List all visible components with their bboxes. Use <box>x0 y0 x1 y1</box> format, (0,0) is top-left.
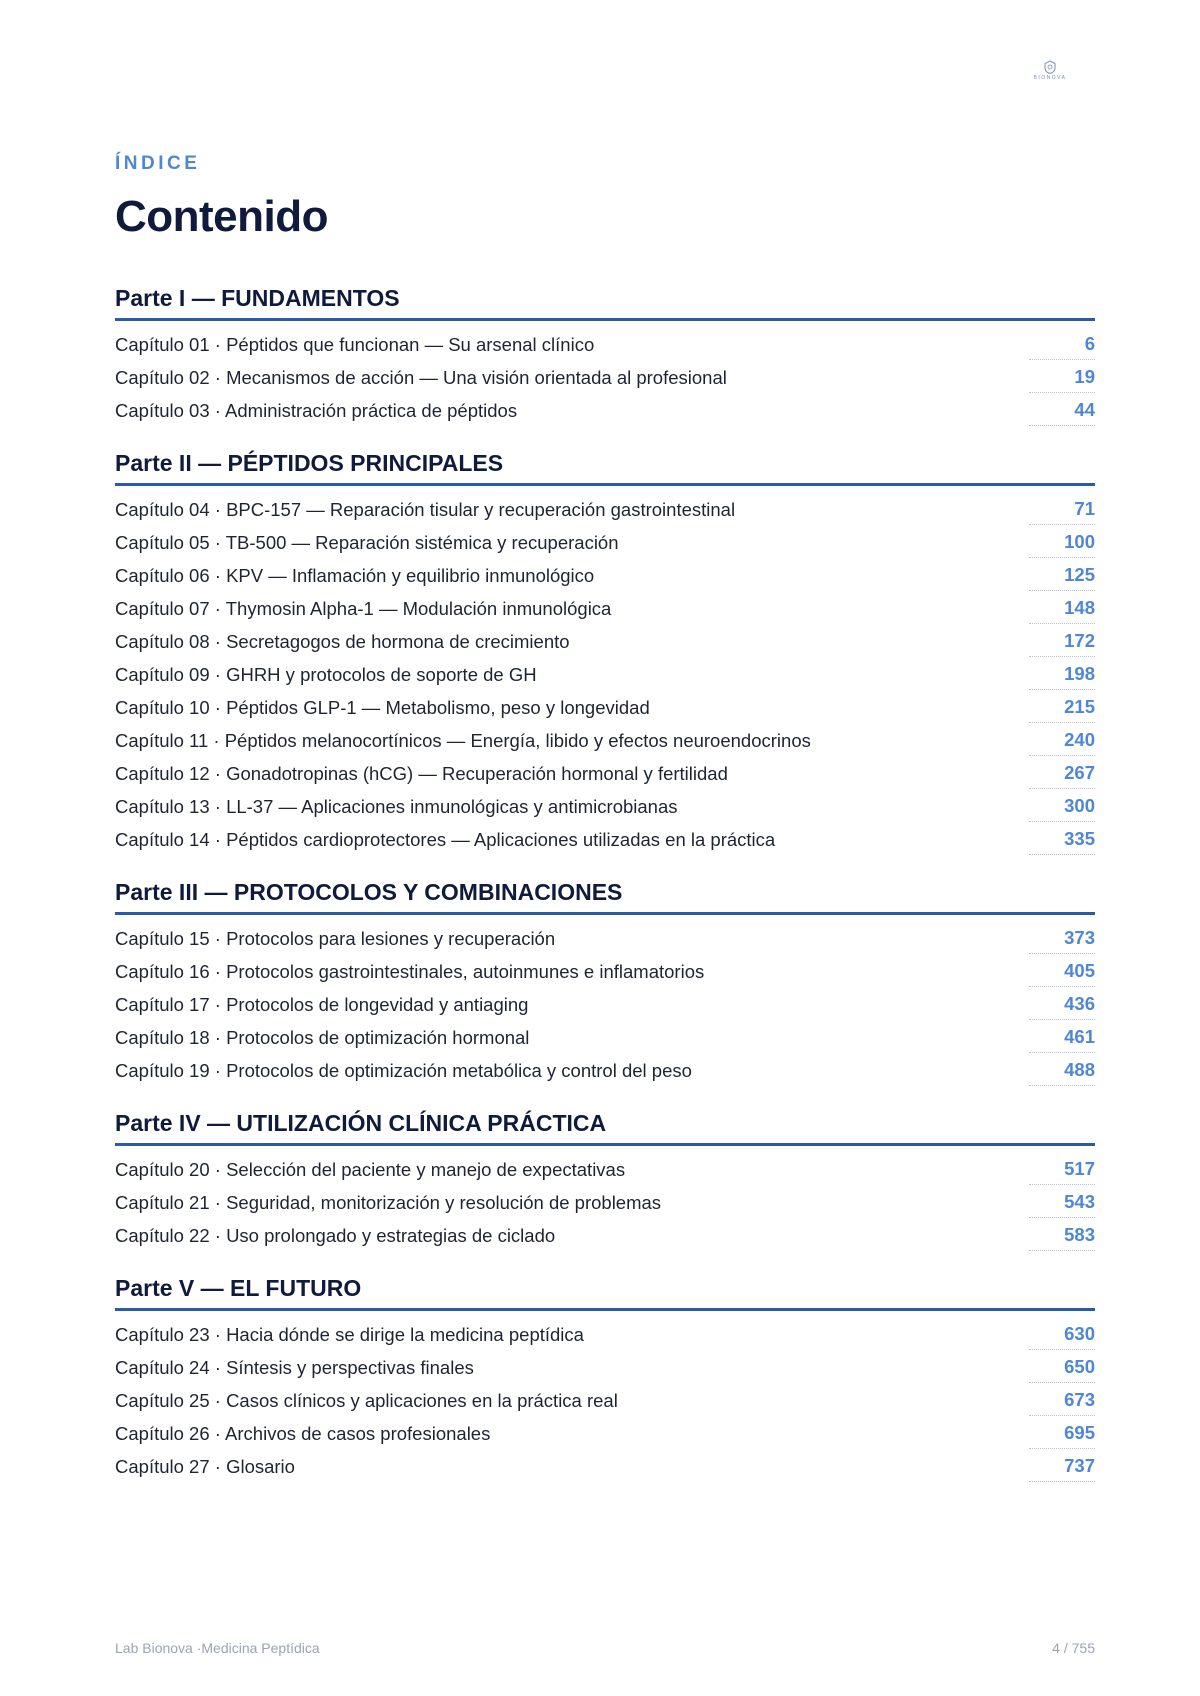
toc-part-3 <box>115 878 1095 1088</box>
entry-label: Capítulo 21 · Seguridad, monitorización y resolución de problemas <box>115 1192 662 1213</box>
entry-page: 44 <box>1074 399 1095 420</box>
entry-label: Capítulo 13 · LL-37 — Aplicaciones inmunológicas y antimicrobianas <box>115 796 678 817</box>
toc-entry[interactable] <box>115 692 1095 725</box>
entry-label: Capítulo 07 · Thymosin Alpha-1 — Modulación inmunológica <box>115 598 612 619</box>
part-entries <box>115 486 1095 857</box>
entry-page: 517 <box>1064 1158 1095 1179</box>
toc-entry[interactable] <box>115 329 1095 362</box>
leader-dots <box>1029 953 1095 954</box>
toc-entry[interactable] <box>115 824 1095 857</box>
toc-entry[interactable] <box>115 1385 1095 1418</box>
entry-label: Capítulo 14 · Péptidos cardioprotectores — Aplicaciones utilizadas en la práctica <box>115 829 776 850</box>
toc-entry[interactable] <box>115 725 1095 758</box>
entry-page: 100 <box>1064 531 1095 552</box>
leader-dots <box>1029 689 1095 690</box>
leader-dots <box>1029 1085 1095 1086</box>
entry-label: Capítulo 27 · Glosario <box>115 1456 295 1477</box>
footer-page-number: 4 / 755 <box>1052 1640 1095 1656</box>
toc-entry[interactable] <box>115 395 1095 428</box>
entry-label: Capítulo 12 · Gonadotropinas (hCG) — Recuperación hormonal y fertilidad <box>115 763 728 784</box>
leader-dots <box>1029 425 1095 426</box>
leader-dots <box>1029 986 1095 987</box>
toc-entry[interactable] <box>115 1022 1095 1055</box>
entry-page: 300 <box>1064 795 1095 816</box>
toc-entry[interactable] <box>115 593 1095 626</box>
leader-dots <box>1029 1052 1095 1053</box>
brand-logo <box>1030 60 1070 81</box>
part-heading: Parte IV — UTILIZACIÓN CLÍNICA PRÁCTICA <box>115 1109 1095 1146</box>
leader-dots <box>1029 1415 1095 1416</box>
part-entries <box>115 321 1095 428</box>
entry-label: Capítulo 03 · Administración práctica de péptidos <box>115 400 518 421</box>
page-title: Contenido <box>115 192 329 241</box>
leader-dots <box>1029 788 1095 789</box>
section-eyebrow: ÍNDICE <box>115 153 201 174</box>
toc-part-2 <box>115 449 1095 857</box>
entry-label: Capítulo 15 · Protocolos para lesiones y recuperación <box>115 928 556 949</box>
entry-page: 650 <box>1064 1356 1095 1377</box>
entry-label: Capítulo 10 · Péptidos GLP-1 — Metabolismo, peso y longevidad <box>115 697 650 718</box>
leader-dots <box>1029 1448 1095 1449</box>
entry-label: Capítulo 05 · TB-500 — Reparación sistémica y recuperación <box>115 532 619 553</box>
toc-entry[interactable] <box>115 527 1095 560</box>
leader-dots <box>1029 821 1095 822</box>
toc-entry[interactable] <box>115 1055 1095 1088</box>
part-entries <box>115 1311 1095 1484</box>
part-entries <box>115 1146 1095 1253</box>
toc-part-5 <box>115 1274 1095 1484</box>
entry-page: 19 <box>1074 366 1095 387</box>
entry-page: 673 <box>1064 1389 1095 1410</box>
toc-entry[interactable] <box>115 923 1095 956</box>
entry-label: Capítulo 20 · Selección del paciente y manejo de expectativas <box>115 1159 626 1180</box>
entry-page: 267 <box>1064 762 1095 783</box>
entry-page: 71 <box>1074 498 1095 519</box>
leader-dots <box>1029 1184 1095 1185</box>
leader-dots <box>1029 623 1095 624</box>
part-heading: Parte II — PÉPTIDOS PRINCIPALES <box>115 449 1095 486</box>
logo-wordmark: BIONOVA <box>1033 75 1067 81</box>
entry-label: Capítulo 18 · Protocolos de optimización hormonal <box>115 1027 530 1048</box>
leader-dots <box>1029 1481 1095 1482</box>
part-heading: Parte III — PROTOCOLOS Y COMBINACIONES <box>115 878 1095 915</box>
entry-label: Capítulo 17 · Protocolos de longevidad y antiaging <box>115 994 529 1015</box>
toc-entry[interactable] <box>115 1154 1095 1187</box>
leader-dots <box>1029 359 1095 360</box>
toc-entry[interactable] <box>115 989 1095 1022</box>
leader-dots <box>1029 392 1095 393</box>
toc-part-4 <box>115 1109 1095 1253</box>
leader-dots <box>1029 1349 1095 1350</box>
toc-entry[interactable] <box>115 1451 1095 1484</box>
part-entries <box>115 915 1095 1088</box>
toc-entry[interactable] <box>115 659 1095 692</box>
entry-page: 695 <box>1064 1422 1095 1443</box>
entry-label: Capítulo 06 · KPV — Inflamación y equilibrio inmunológico <box>115 565 595 586</box>
leader-dots <box>1029 656 1095 657</box>
entry-page: 630 <box>1064 1323 1095 1344</box>
entry-page: 125 <box>1064 564 1095 585</box>
leader-dots <box>1029 854 1095 855</box>
toc-entry[interactable] <box>115 1187 1095 1220</box>
leader-dots <box>1029 1217 1095 1218</box>
entry-page: 737 <box>1064 1455 1095 1476</box>
entry-label: Capítulo 11 · Péptidos melanocortínicos — Energía, libido y efectos neuroendocrinos <box>115 730 811 751</box>
entry-label: Capítulo 26 · Archivos de casos profesionales <box>115 1423 491 1444</box>
toc-entry[interactable] <box>115 560 1095 593</box>
part-heading: Parte I — FUNDAMENTOS <box>115 284 1095 321</box>
entry-page: 240 <box>1064 729 1095 750</box>
entry-page: 436 <box>1064 993 1095 1014</box>
leader-dots <box>1029 755 1095 756</box>
toc-entry[interactable] <box>115 758 1095 791</box>
entry-page: 405 <box>1064 960 1095 981</box>
entry-label: Capítulo 09 · GHRH y protocolos de soporte de GH <box>115 664 537 685</box>
entry-label: Capítulo 25 · Casos clínicos y aplicaciones en la práctica real <box>115 1390 618 1411</box>
leader-dots <box>1029 1382 1095 1383</box>
toc-part-1 <box>115 284 1095 428</box>
toc-entry[interactable] <box>115 1319 1095 1352</box>
toc-entry[interactable] <box>115 1418 1095 1451</box>
toc-entry[interactable] <box>115 1220 1095 1253</box>
part-heading: Parte V — EL FUTURO <box>115 1274 1095 1311</box>
entry-label: Capítulo 23 · Hacia dónde se dirige la medicina peptídica <box>115 1324 584 1345</box>
leader-dots <box>1029 1019 1095 1020</box>
toc-entry[interactable] <box>115 791 1095 824</box>
entry-page: 215 <box>1064 696 1095 717</box>
toc-entry[interactable] <box>115 956 1095 989</box>
entry-label: Capítulo 24 · Síntesis y perspectivas finales <box>115 1357 474 1378</box>
entry-page: 373 <box>1064 927 1095 948</box>
leader-dots <box>1029 722 1095 723</box>
entry-page: 488 <box>1064 1059 1095 1080</box>
entry-page: 6 <box>1084 333 1095 354</box>
toc-entry[interactable] <box>115 1352 1095 1385</box>
entry-page: 583 <box>1064 1224 1095 1245</box>
entry-page: 335 <box>1064 828 1095 849</box>
leader-dots <box>1029 557 1095 558</box>
leader-dots <box>1029 590 1095 591</box>
bionova-emblem-icon <box>1044 60 1056 74</box>
entry-label: Capítulo 08 · Secretagogos de hormona de crecimiento <box>115 631 570 652</box>
entry-page: 198 <box>1064 663 1095 684</box>
entry-label: Capítulo 19 · Protocolos de optimización metabólica y control del peso <box>115 1060 692 1081</box>
leader-dots <box>1029 1250 1095 1251</box>
entry-label: Capítulo 22 · Uso prolongado y estrategias de ciclado <box>115 1225 556 1246</box>
leader-dots <box>1029 524 1095 525</box>
footer-publication: Lab Bionova ·Medicina Peptídica <box>115 1640 320 1656</box>
entry-page: 461 <box>1064 1026 1095 1047</box>
toc-entry[interactable] <box>115 362 1095 395</box>
toc-entry[interactable] <box>115 626 1095 659</box>
entry-label: Capítulo 01 · Péptidos que funcionan — Su arsenal clínico <box>115 334 595 355</box>
entry-label: Capítulo 16 · Protocolos gastrointestinales, autoinmunes e inflamatorios <box>115 961 705 982</box>
entry-page: 172 <box>1064 630 1095 651</box>
entry-label: Capítulo 04 · BPC-157 — Reparación tisular y recuperación gastrointestinal <box>115 499 736 520</box>
entry-page: 543 <box>1064 1191 1095 1212</box>
toc-entry[interactable] <box>115 494 1095 527</box>
entry-label: Capítulo 02 · Mecanismos de acción — Una visión orientada al profesional <box>115 367 727 388</box>
entry-page: 148 <box>1064 597 1095 618</box>
